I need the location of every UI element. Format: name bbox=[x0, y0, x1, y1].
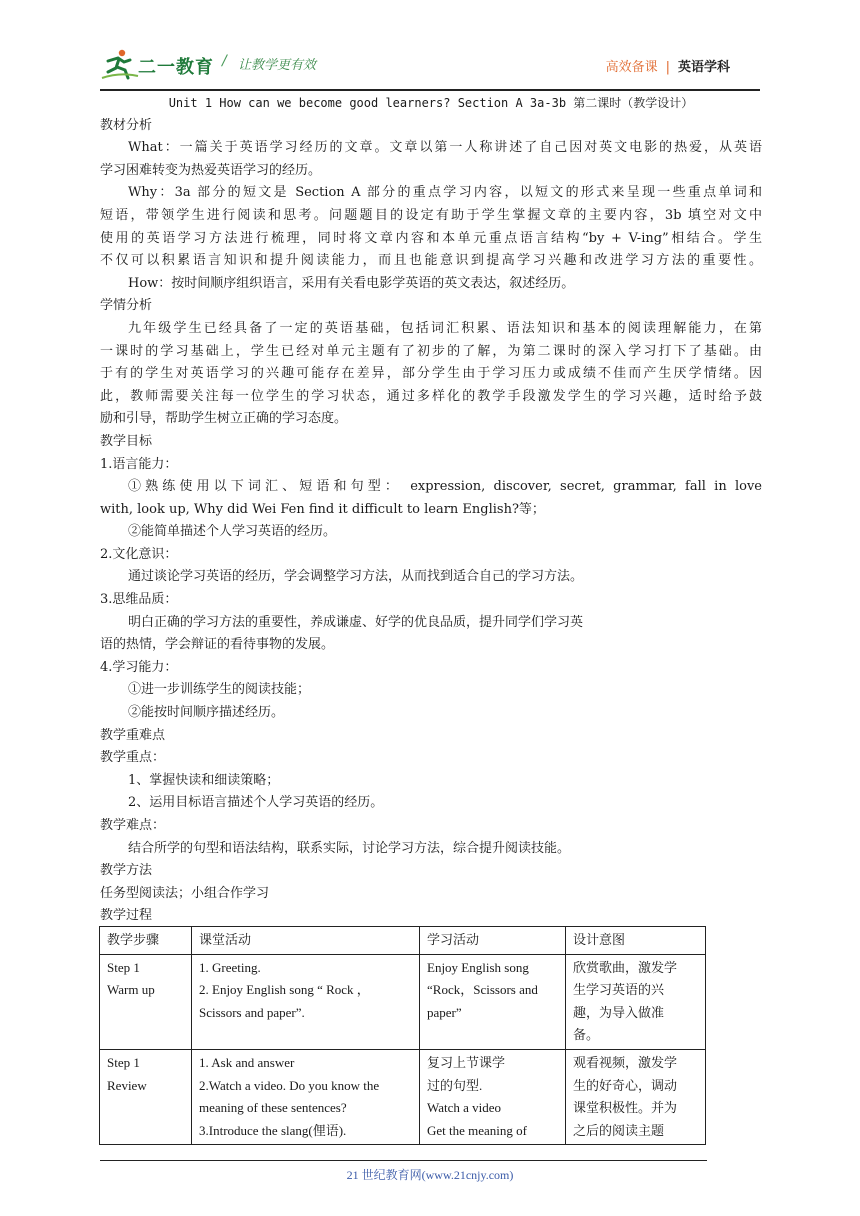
paragraph-line: How：按时间顺序组织语言，采用有关看电影学英语的英文表达，叙述经历。 bbox=[128, 275, 575, 291]
cell-line: 2.Watch a video. Do you know the bbox=[199, 1077, 380, 1093]
footer-link[interactable]: 21 世纪教育网(www.21cnjy.com) bbox=[346, 1168, 514, 1182]
cell-line: Get the meaning of bbox=[427, 1122, 527, 1138]
table-cell-activity bbox=[192, 954, 420, 1049]
subsection-label: 1.语言能力： bbox=[100, 456, 178, 472]
cell-line: 1. Ask and answer bbox=[199, 1054, 295, 1070]
paragraph-line: 一课时的学习基础上，学生已经对单元主题有了初步的了解，为第二课时的深入学习打下了基础。由 bbox=[100, 343, 762, 359]
cell-line: 1. Greeting. bbox=[199, 959, 261, 975]
section-heading: 教学过程 bbox=[100, 908, 153, 924]
table-cell-step bbox=[100, 1049, 192, 1144]
section-heading: 学情分析 bbox=[100, 298, 153, 314]
paragraph-line: 1、掌握快读和细读策略； bbox=[128, 772, 280, 788]
table-row bbox=[100, 1049, 706, 1144]
table-header-cell: 设计意图 bbox=[566, 927, 706, 955]
cell-line: “Rock，Scissors and bbox=[427, 982, 538, 998]
cell-line: 生的好奇心，调动 bbox=[573, 1077, 678, 1093]
cell-line: Watch a video bbox=[427, 1100, 502, 1116]
paragraph-line: ①熟练使用以下词汇、短语和句型： expression, discover, secret, grammar, fall in love bbox=[128, 479, 762, 495]
table-row bbox=[100, 954, 706, 1049]
paragraph-line: ①进一步训练学生的阅读技能； bbox=[128, 682, 311, 698]
subsection-label: 2.文化意识： bbox=[100, 546, 178, 562]
table-header-cell: 教学步骤 bbox=[100, 927, 192, 955]
paragraph-line: with, look up, Why did Wei Fen find it difficult to learn English?等； bbox=[100, 501, 545, 517]
paragraph-line: 任务型阅读法；小组合作学习 bbox=[100, 885, 270, 901]
paragraph-line: 于有的学生对英语学习的兴趣可能存在差异，部分学生由于学习压力或成绩不佳而产生厌学情绪。因 bbox=[100, 366, 762, 382]
subsection-label: 教学重点： bbox=[100, 750, 166, 766]
table-cell-learning bbox=[420, 1049, 566, 1144]
footer-rule bbox=[100, 1160, 707, 1161]
table-header-cell: 学习活动 bbox=[420, 927, 566, 955]
cell-line: Step 1 bbox=[107, 959, 140, 975]
header-rule bbox=[100, 89, 760, 91]
section-heading: 教材分析 bbox=[100, 117, 153, 133]
paragraph-line: 短语，带领学生进行阅读和思考。问题题目的设定有助于学生掌握文章的主要内容，3b 填空对文中 bbox=[100, 207, 762, 223]
cell-line: Scissors and paper”. bbox=[199, 1004, 305, 1020]
header-subject-name: 英语学科 bbox=[677, 60, 730, 75]
cell-line: 生学习英语的兴 bbox=[573, 982, 665, 998]
paragraph-line: 励和引导，帮助学生树立正确的学习态度。 bbox=[100, 411, 348, 427]
table-header-cell: 课堂活动 bbox=[192, 927, 420, 955]
paragraph-line: 学习困难转变为热爱英语学习的经历。 bbox=[100, 162, 322, 178]
document-title: Unit 1 How can we become good learners? Section A 3a-3b 第二课时（教学设计） bbox=[168, 96, 694, 110]
cell-line: 趣，为导入做准 bbox=[573, 1004, 665, 1020]
cell-line: Enjoy English song bbox=[427, 959, 529, 975]
page-header bbox=[100, 44, 760, 90]
paragraph-line: Why：3a 部分的短文是 Section A 部分的重点学习内容，以短文的形式来呈现一些重点单词和 bbox=[128, 185, 762, 201]
cell-line: Warm up bbox=[107, 982, 155, 998]
document-body bbox=[100, 92, 762, 928]
header-course-type: 高效备课 bbox=[605, 60, 658, 75]
table-cell-learning bbox=[420, 954, 566, 1049]
table-cell-step bbox=[100, 954, 192, 1049]
cell-line: 过的句型. bbox=[427, 1077, 483, 1093]
cell-line: 课堂积极性。并为 bbox=[573, 1100, 678, 1116]
header-divider: | bbox=[665, 60, 670, 75]
paragraph-line: 明白正确的学习方法的重要性，养成谦虚、好学的优良品质，提升同学们学习英 bbox=[128, 614, 584, 630]
runner-logo-icon bbox=[100, 48, 140, 80]
paragraph-line: 通过谈论学习英语的经历，学会调整学习方法，从而找到适合自己的学习方法。 bbox=[128, 569, 584, 585]
paragraph-line: 使用的英语学习方法进行梳理，同时将文章内容和本单元重点语言结构“by + V-ing”相结合。学生 bbox=[100, 230, 762, 246]
section-heading: 教学目标 bbox=[100, 433, 153, 449]
cell-line: 之后的阅读主题 bbox=[573, 1122, 665, 1138]
cell-line: 复习上节课学 bbox=[427, 1054, 506, 1070]
subsection-label: 3.思维品质： bbox=[100, 592, 178, 608]
slogan-separator: / bbox=[222, 53, 227, 69]
header-subject bbox=[606, 56, 730, 75]
paragraph-line: 2、运用目标语言描述个人学习英语的经历。 bbox=[128, 795, 384, 811]
paragraph-line: 不仅可以积累语言知识和提升阅读能力，而且也能意识到提高学习兴趣和改进学习方法的重要性。 bbox=[100, 253, 762, 269]
logo-text: 二一教育 bbox=[138, 57, 214, 78]
paragraph-line: 语的热情，学会辩证的看待事物的发展。 bbox=[100, 637, 335, 653]
slogan: 让教学更有效 bbox=[238, 58, 317, 73]
section-heading: 教学方法 bbox=[100, 863, 153, 879]
cell-line: paper” bbox=[427, 1004, 462, 1020]
subsection-label: 教学难点： bbox=[100, 818, 166, 833]
paragraph-line: 结合所学的句型和语法结构，联系实际，讨论学习方法，综合提升阅读技能。 bbox=[128, 840, 571, 856]
cell-line: 观看视频，激发学 bbox=[573, 1054, 678, 1070]
cell-line: 欣赏歌曲，激发学 bbox=[573, 959, 678, 975]
table-cell-intent bbox=[566, 954, 706, 1049]
table-cell-activity bbox=[192, 1049, 420, 1144]
cell-line: Review bbox=[107, 1077, 147, 1093]
paragraph-line: ②能按时间顺序描述经历。 bbox=[128, 705, 285, 721]
cell-line: meaning of these sentences? bbox=[199, 1100, 347, 1116]
section-heading: 教学重难点 bbox=[100, 727, 166, 743]
teaching-process-table bbox=[99, 926, 706, 1145]
paragraph-line: What：一篇关于英语学习经历的文章。文章以第一人称讲述了自己因对英文电影的热爱，从英语 bbox=[128, 140, 762, 156]
subsection-label: 4.学习能力： bbox=[100, 659, 178, 675]
cell-line: 3.Introduce the slang(俚语). bbox=[199, 1122, 347, 1138]
table-cell-intent bbox=[566, 1049, 706, 1144]
cell-line: Step 1 bbox=[107, 1054, 140, 1070]
cell-line: 2. Enjoy English song “ Rock ， bbox=[199, 982, 370, 998]
paragraph-line: 此，教师需要关注每一位学生的学习状态，通过多样化的教学手段激发学生的学习兴趣，适时给予鼓 bbox=[100, 388, 762, 404]
cell-line: 备。 bbox=[573, 1027, 600, 1043]
paragraph-line: ②能简单描述个人学习英语的经历。 bbox=[128, 524, 337, 540]
table-header-row bbox=[100, 927, 706, 955]
paragraph-line: 九年级学生已经具备了一定的英语基础，包括词汇积累、语法知识和基本的阅读理解能力，在第 bbox=[128, 320, 762, 336]
